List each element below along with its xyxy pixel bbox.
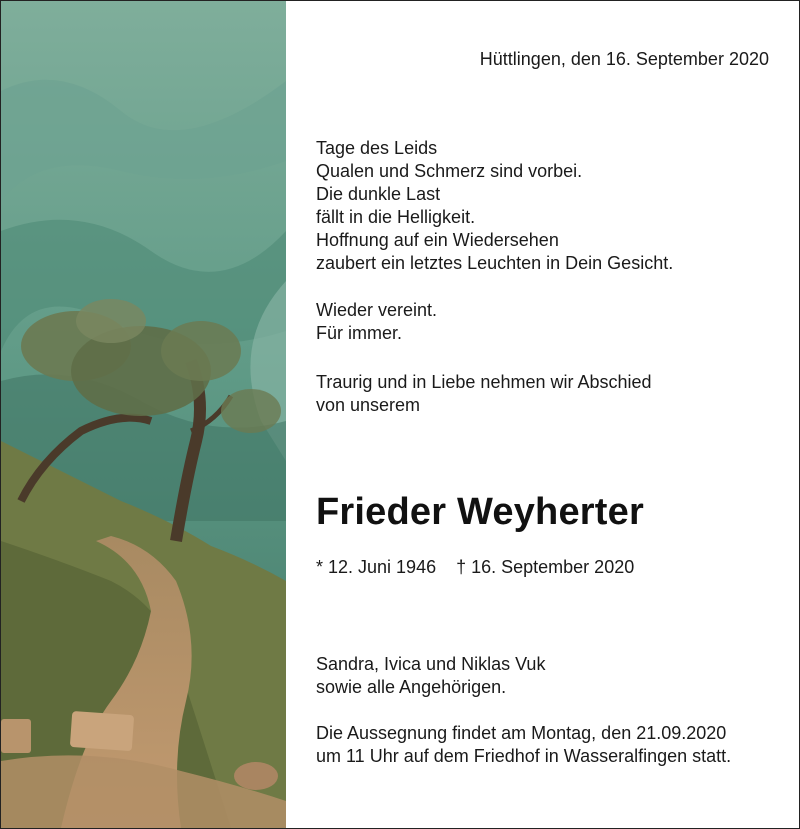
mourners-line: Sandra, Ivica und Niklas Vuk — [316, 654, 546, 674]
farewell-line: Traurig und in Liebe nehmen wir Abschied — [316, 372, 652, 392]
birth-date: * 12. Juni 1946 — [316, 557, 437, 577]
deceased-name: Frieder Weyherter — [316, 491, 644, 533]
olive-tree-landscape-image — [1, 1, 286, 828]
poem-line: Hoffnung auf ein Wiedersehen — [316, 230, 559, 250]
service-line: Die Aussegnung findet am Montag, den 21.09.2020 — [316, 723, 727, 743]
reunion-line: Für immer. — [316, 323, 403, 343]
mourners — [316, 653, 545, 699]
farewell-text — [316, 371, 652, 417]
poem — [316, 137, 673, 275]
poem-line: Qualen und Schmerz sind vorbei. — [316, 161, 583, 181]
reunion-line: Wieder vereint. — [316, 300, 438, 320]
poem-line: zaubert ein letztes Leuchten in Dein Gesicht. — [316, 253, 674, 273]
death-date: † 16. September 2020 — [456, 557, 635, 577]
reunion-lines — [316, 299, 437, 345]
dateline: Hüttlingen, den 16. September 2020 — [479, 49, 769, 69]
poem-line: fällt in die Helligkeit. — [316, 207, 476, 227]
service-info — [316, 722, 731, 768]
life-dates — [316, 557, 634, 578]
poem-line: Tage des Leids — [316, 138, 438, 158]
farewell-line: von unserem — [316, 395, 421, 415]
mourners-line: sowie alle Angehörigen. — [316, 677, 507, 697]
service-line: um 11 Uhr auf dem Friedhof in Wasseralfingen statt. — [316, 746, 732, 766]
poem-line: Die dunkle Last — [316, 184, 441, 204]
landscape-photo — [1, 1, 286, 828]
